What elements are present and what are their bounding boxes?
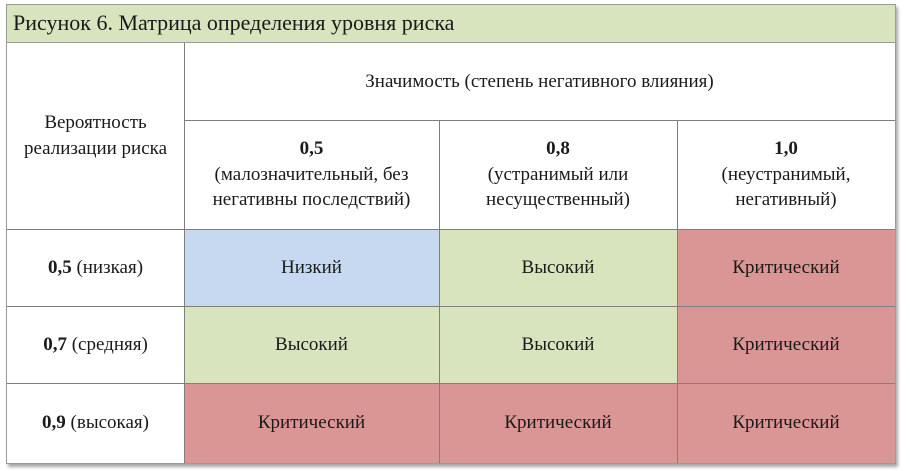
matrix-cell-label: Высокий: [275, 333, 348, 355]
matrix-cell-label: Низкий: [281, 256, 342, 278]
row-heading-description: (средняя): [71, 333, 148, 355]
row-heading-1: [7, 229, 184, 306]
matrix-cell-label: Критический: [504, 412, 612, 434]
matrix-cell-r2-c2: [439, 306, 677, 383]
matrix-cell-label: Критический: [732, 256, 840, 278]
column-heading-value: 0,8: [546, 138, 570, 160]
grid-line: [7, 383, 895, 384]
matrix-cell-label: Критический: [732, 333, 840, 355]
column-heading-value: 0,5: [299, 138, 324, 160]
row-heading-description: (низкая): [76, 256, 144, 278]
row-heading-value: 0,9: [42, 412, 66, 434]
matrix-cell-r2-c1: [184, 306, 439, 383]
grid-line: [439, 120, 440, 463]
column-heading-3: [677, 120, 895, 229]
column-heading-description: (устранимый или несущественный): [486, 163, 630, 211]
matrix-cell-r1-c1: [184, 229, 439, 306]
risk-matrix-figure: [6, 4, 896, 464]
row-heading-2: [7, 306, 184, 383]
matrix-cell-r2-c3: [677, 306, 895, 383]
column-heading-description: (неустранимый, негативный): [721, 163, 851, 211]
matrix-cell-r3-c2: [439, 383, 677, 463]
matrix-cell-label: Высокий: [521, 333, 595, 355]
grid-line: [184, 43, 185, 463]
row-heading-3: [7, 383, 184, 463]
matrix-cell-r1-c2: [439, 229, 677, 306]
matrix-cell-r3-c1: [184, 383, 439, 463]
matrix-cell-label: Критический: [257, 412, 366, 434]
row-axis-header: Вероятность реализации риска: [23, 112, 168, 159]
grid-line: [677, 120, 678, 463]
risk-matrix-table: [7, 43, 895, 463]
column-axis-header: Значимость (степень негативного влияния): [365, 70, 714, 92]
matrix-cell-label: Высокий: [521, 256, 595, 278]
column-heading-value: 1,0: [774, 138, 798, 160]
matrix-cell-label: Критический: [732, 412, 840, 434]
grid-line: [7, 229, 895, 230]
row-heading-value: 0,7: [43, 333, 67, 355]
column-heading-2: [439, 120, 677, 229]
row-heading-value: 0,5: [47, 256, 72, 278]
row-heading-description: (высокая): [70, 412, 149, 434]
grid-line: [184, 120, 895, 121]
matrix-cell-r1-c3: [677, 229, 895, 306]
column-heading-description: (малозначительный, без негативны последствий): [212, 163, 411, 211]
grid-line: [7, 306, 895, 307]
column-heading-1: [184, 120, 439, 229]
matrix-cell-r3-c3: [677, 383, 895, 463]
figure-title: Рисунок 6. Матрица определения уровня риска: [7, 5, 895, 43]
